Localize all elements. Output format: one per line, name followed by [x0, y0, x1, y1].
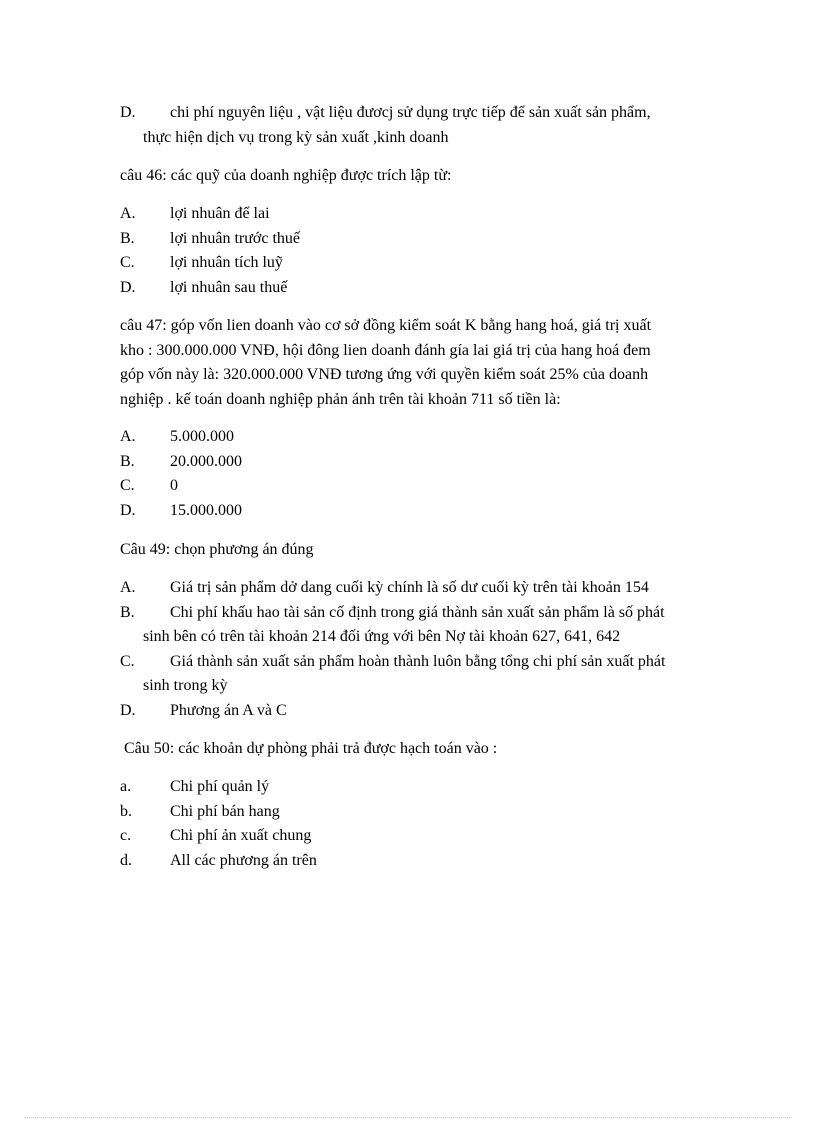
option-letter: A. — [120, 428, 136, 445]
question-text: Câu 50: các khoản dự phòng phải trả được hạch toán vào : — [124, 740, 498, 757]
option-letter: C. — [120, 254, 135, 271]
option-a — [120, 202, 720, 227]
option-letter: A. — [120, 205, 136, 222]
question-47-options — [120, 425, 720, 523]
option-text-line1: Giá thành sản xuất sản phẩm hoàn thành luôn bằng tổng chi phí sản xuất phát — [170, 652, 666, 670]
option-b — [120, 800, 720, 825]
option-d — [120, 699, 720, 724]
option-text: 5.000.000 — [170, 428, 234, 445]
option-letter: C. — [120, 477, 135, 494]
option-c — [120, 824, 720, 849]
option-letter: B. — [120, 229, 135, 247]
option-a — [120, 425, 720, 450]
option-text-line2: thực hiện dịch vụ trong kỳ sản xuất ,kinh doanh — [143, 128, 449, 146]
option-text: Phương án A và C — [170, 701, 287, 719]
question-50-options — [120, 775, 720, 873]
prev-question-option-d — [120, 101, 720, 150]
option-text: Chi phí quản lý — [170, 778, 270, 795]
option-letter: B. — [120, 603, 135, 621]
question-46-options — [120, 202, 720, 300]
question-text-line: góp vốn này là: 320.000.000 VNĐ tương ứng với quyền kiểm soát 25% của doanh — [120, 366, 649, 383]
option-d — [120, 276, 720, 301]
option-a — [120, 775, 720, 800]
option-letter: C. — [120, 652, 135, 670]
option-c — [120, 650, 720, 699]
option-text: 15.000.000 — [170, 501, 242, 519]
option-c — [120, 474, 720, 499]
page-footer-rule — [24, 1117, 792, 1118]
option-letter: B. — [120, 452, 135, 470]
option-text: lợi nhuân sau thuế — [170, 278, 288, 296]
option-letter: A. — [120, 579, 136, 596]
option-letter: b. — [120, 802, 132, 820]
question-50 — [124, 737, 724, 762]
option-text: lợi nhuân trước thuế — [170, 229, 301, 247]
option-letter: c. — [120, 827, 132, 844]
option-text: Chi phí ản xuất chung — [170, 827, 312, 844]
option-text-line1: chi phí nguyên liệu , vật liệu đươcj sử dụng trực tiếp để sản xuất sản phẩm, — [170, 104, 651, 121]
option-text: lợi nhuân tích luỹ — [170, 254, 283, 271]
question-text-line: câu 47: góp vốn lien doanh vào cơ sở đồng kiểm soát K bằng hang hoá, giá trị xuất — [120, 317, 652, 334]
question-47 — [120, 314, 720, 412]
option-text: 0 — [170, 477, 178, 494]
option-text-line1: Chi phí khấu hao tài sản cố định trong giá thành sản xuất sản phẩm là số phát — [170, 603, 665, 621]
option-text-line2: sinh bên có trên tài khoản 214 đối ứng với bên Nợ tài khoản 627, 641, 642 — [143, 628, 621, 645]
option-d — [120, 499, 720, 524]
option-text: Giá trị sản phẩm dở dang cuối kỳ chính là số dư cuối kỳ trên tài khoản 154 — [170, 579, 649, 596]
question-49 — [120, 538, 720, 563]
option-letter: d. — [120, 851, 132, 869]
option-text: lợi nhuân để lai — [170, 205, 270, 222]
question-text-line: nghiệp . kế toán doanh nghiệp phản ánh trên tài khoản 711 số tiền là: — [120, 390, 561, 408]
question-49-options — [120, 576, 720, 723]
option-d — [120, 849, 720, 874]
option-b — [120, 601, 720, 650]
option-text-line2: sinh trong kỳ — [143, 677, 228, 694]
option-letter: D. — [120, 501, 136, 519]
option-b — [120, 227, 720, 252]
option-a — [120, 576, 720, 601]
option-letter: D. — [120, 701, 136, 719]
question-46 — [120, 164, 720, 189]
option-c — [120, 251, 720, 276]
option-text: All các phương án trên — [170, 851, 317, 869]
option-letter: a. — [120, 778, 132, 795]
option-b — [120, 450, 720, 475]
question-text-line: kho : 300.000.000 VNĐ, hội đông lien doanh đánh gía lai giá trị của hang hoá đem — [120, 341, 651, 359]
question-text: Câu 49: chọn phương án đúng — [120, 541, 314, 558]
option-text: 20.000.000 — [170, 452, 242, 470]
option-letter: D. — [120, 278, 136, 296]
option-text: Chi phí bán hang — [170, 802, 280, 820]
question-text: câu 46: các quỹ của doanh nghiệp được trích lập từ: — [120, 167, 452, 184]
option-letter: D. — [120, 104, 136, 121]
